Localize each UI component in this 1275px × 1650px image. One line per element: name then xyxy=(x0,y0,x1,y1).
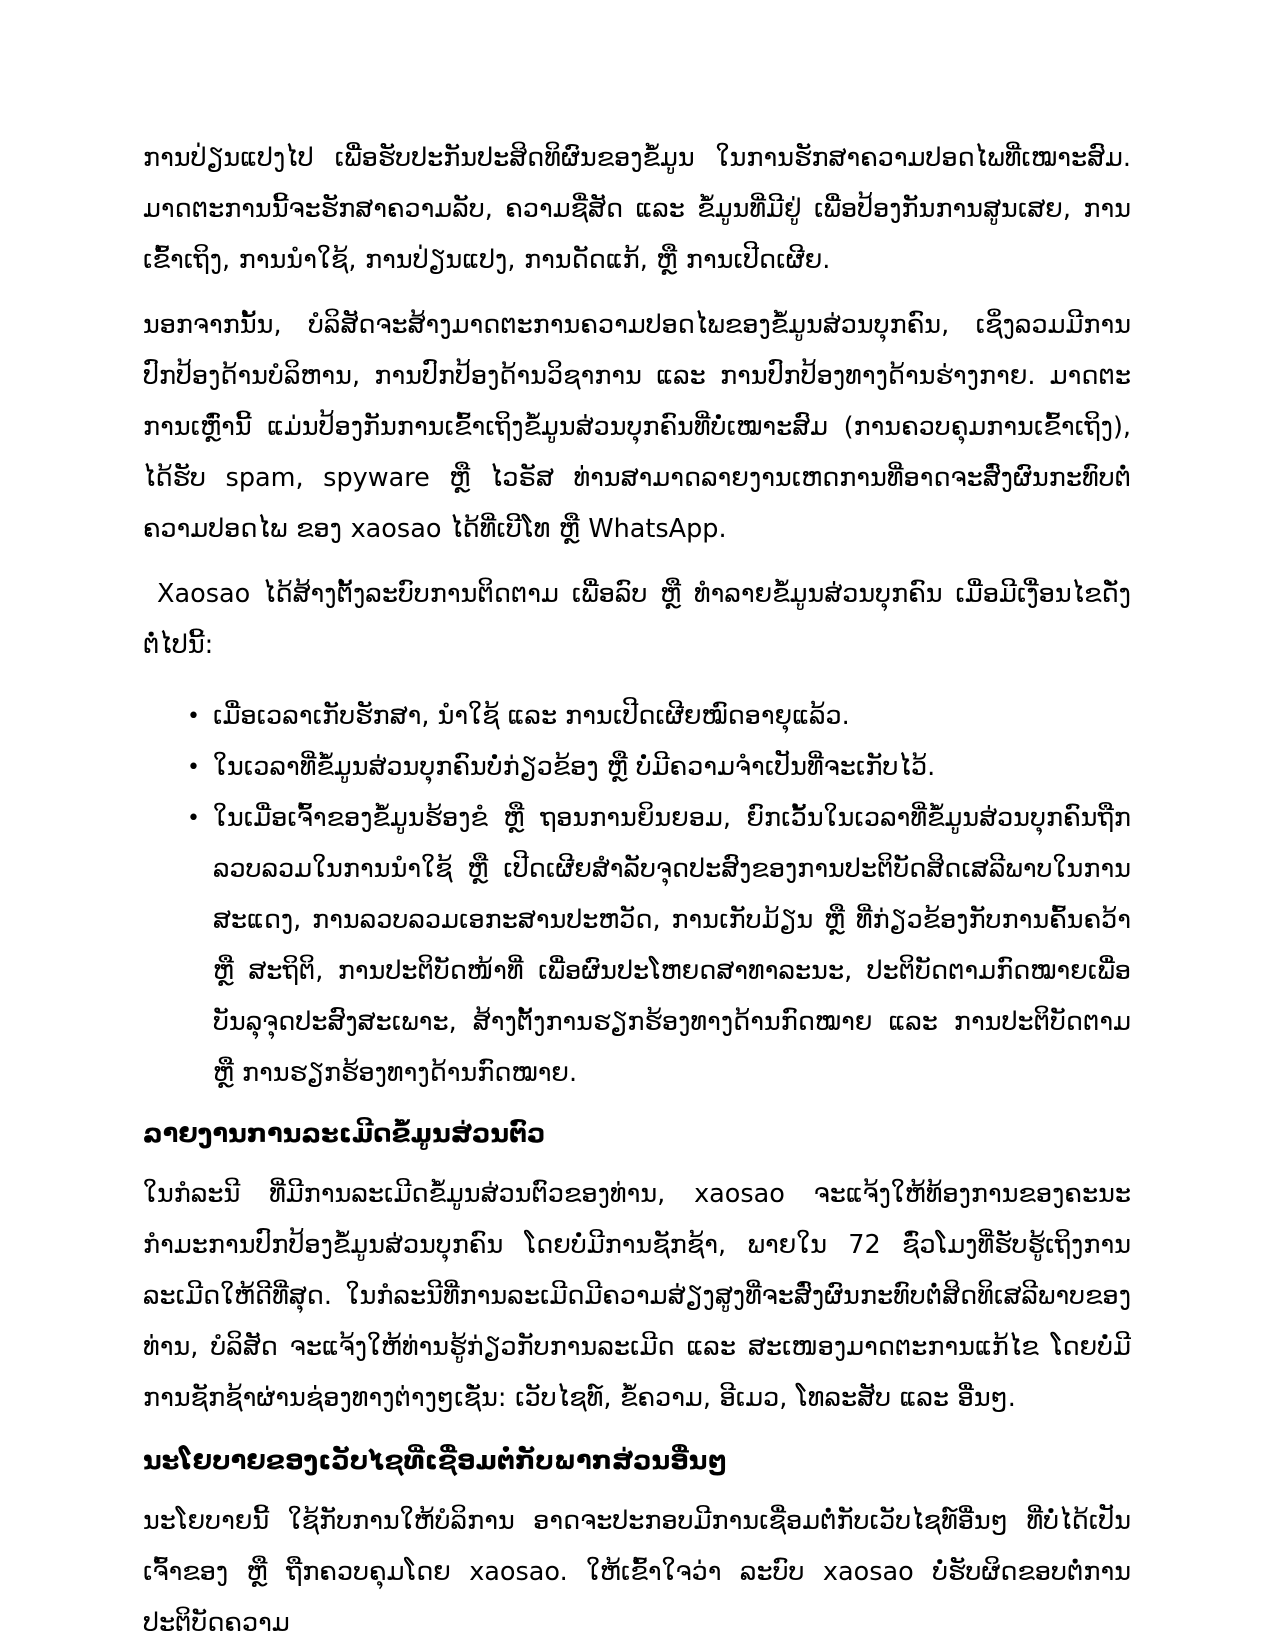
list-item-text: ໃນເມື່ອເຈົ້າຂອງຂໍ້ມູນຮ້ອງຂໍ ຫຼື ຖອນການຍິນຍອມ, ຍົກເວັ້ນໃນເວລາທີ່ຂໍ້ມູນສ່ວນບຸກຄົນຖືກລວບລວມໃນການນຳໃຊ້ ຫຼື ເປີດເຜີຍສຳລັບຈຸດປະສົງຂອງການປະຕິບັດສິດເສລີພາບໃນການສະແດງ, ການລວບລວມເອກະສານປະຫວັດ, ການເກັບມ້ຽນ ຫຼື ທີ່ກ່ຽວຂ້ອງກັບການຄົ້ນຄວ້າ ຫຼື ສະຖິຕິ, ການປະຕິບັດໜ້າທີ່ ເພື່ອຜົນປະໂຫຍດສາທາລະນະ, ປະຕິບັດຕາມກົດໝາຍເພື່ອບັນລຸຈຸດປະສົງສະເພາະ, ສ້າງຕັ້ງການຮຽກຮ້ອງທາງດ້ານກົດໝາຍ ແລະ ການປະຕິບັດຕາມ ຫຼື ການຮຽກຮ້ອງທາງດ້ານກົດໝາຍ. xyxy=(213,803,1131,1088)
list-item-text: ເມື່ອເວລາເກັບຮັກສາ, ນຳໃຊ້ ແລະ ການເປີດເຜີຍໝົດອາຍຸແລ້ວ. xyxy=(213,701,850,731)
bullet-dot-icon: • xyxy=(187,806,200,831)
conditions-bullet-list xyxy=(143,691,1131,1099)
paragraph-third-party-links: ນະໂຍບາຍນີ້ ໃຊ້ກັບການໃຫ້ບໍລິການ ອາດຈະປະກອບມີການເຊື່ອມຕໍ່ກັບເວັບໄຊທ໌ອື່ນໆ ທີ່ບໍ່ໄດ້ເປັນເຈົ້າຂອງ ຫຼື ຖືກຄວບຄຸມໂດຍ xaosao. ໃຫ້ເຂົ້າໃຈວ່າ ລະບົບ xaosao ບໍ່ຮັບຜິດຂອບຕໍ່ການປະຕິບັດຄວາມ xyxy=(143,1506,1131,1638)
document-body xyxy=(143,133,1131,1649)
paragraph-breach-notification: ໃນກໍລະນີ ທີ່ມີການລະເມີດຂໍ້ມູນສ່ວນຕົວຂອງທ່ານ, xaosao ຈະແຈ້ງໃຫ້ທ້ອງການຂອງຄະນະກຳມະການປົກປ້ອງຂໍ້ມູນສ່ວນບຸກຄົນ ໂດຍບໍ່ມີການຊັກຊ້າ, ພາຍໃນ 72 ຊົ່ວໂມງທີ່ຮັບຮູ້ເຖິງການລະເມີດໃຫ້ດີທີ່ສຸດ. ໃນກໍລະນີທີ່ການລະເມີດມີຄວາມສ່ຽງສູງທີ່ຈະສົ່ງຜົນກະທົບຕໍ່ສິດທິເສລີພາບຂອງທ່ານ, ບໍລິສັດ ຈະແຈ້ງໃຫ້ທ່ານຮູ້ກ່ຽວກັບການລະເມີດ ແລະ ສະເໜອງມາດຕະການແກ້ໄຂ ໂດຍບໍ່ມີການຊັກຊ້າຜ່ານຊ່ອງທາງຕ່າງໆເຊັ່ນ: ເວັບໄຊທ໌, ຂໍ້ຄວາມ, ອີເມວ, ໂທລະສັບ ແລະ ອື່ນໆ. xyxy=(143,1179,1131,1413)
list-item xyxy=(143,742,1131,793)
paragraph-company-safeguards: ນອກຈາກນັ້ນ, ບໍລິສັດຈະສ້າງມາດຕະການຄວາມປອດໄພຂອງຂໍ້ມູນສ່ວນບຸກຄົນ, ເຊິ່ງລວມມີການປົກປ້ອງດ້ານບໍລິຫານ, ການປົກປ້ອງດ້ານວິຊາການ ແລະ ການປົກປ້ອງທາງດ້ານຮ່າງກາຍ. ມາດຕະການເຫຼົ່ານີ້ ແມ່ນປ້ອງກັນການເຂົ້າເຖິງຂໍ້ມູນສ່ວນບຸກຄົນທີ່ບໍ່ເໝາະສົມ (ການຄວບຄຸມການເຂົ້າເຖິງ), ໄດ້ຮັບ spam, spyware ຫຼື ໄວຣັສ ທ່ານສາມາດລາຍງານເຫດການທີ່ອາດຈະສົ່ງຜົນກະທົບຕໍ່ຄວາມປອດໄພ ຂອງ xaosao ໄດ້ທີ່ເບີໂທ ຫຼື WhatsApp. xyxy=(143,310,1131,544)
paragraph-xaosao-monitoring-system: Xaosao ໄດ້ສ້າງຕັ້ງລະບົບການຕິດຕາມ ເພື່ອລົບ ຫຼື ທຳລາຍຂໍ້ມູນສ່ວນບຸກຄົນ ເມື່ອມີເງື່ອນໄຂດັ່ງຕໍ່ໄປນີ້: xyxy=(143,579,1131,660)
bullet-dot-icon: • xyxy=(187,755,200,780)
section-heading-third-party-sites: ນະໂຍບາຍຂອງເວັບໄຊທີ່ເຊື່ອມຕໍ່ກັບພາກສ່ວນອື່ນໆ xyxy=(143,1446,727,1476)
bullet-dot-icon: • xyxy=(187,704,200,729)
section-heading-data-breach-report: ລາຍງານການລະເມີດຂໍ້ມູນສ່ວນຕົວ xyxy=(143,1119,546,1149)
list-item-text: ໃນເວລາທີ່ຂໍ້ມູນສ່ວນບຸກຄົນບໍ່ກ່ຽວຂ້ອງ ຫຼື ບໍ່ມີຄວາມຈຳເປັນທີ່ຈະເກັບໄວ້. xyxy=(213,752,936,782)
list-item xyxy=(143,793,1131,1099)
list-item xyxy=(143,691,1131,742)
paragraph-security-measures: ການປ່ຽນແປງໄປ ເພື່ອຮັບປະກັນປະສິດທິຜົນຂອງຂໍ້ມູນ ໃນການຮັກສາຄວາມປອດໄພທີ່ເໝາະສົມ. ມາດຕະການນີ້ຈະຮັກສາຄວາມລັບ, ຄວາມຊື່ສັດ ແລະ ຂໍ້ມູນທີ່ມີຢູ່ ເພື່ອປ້ອງກັນການສູນເສຍ, ການເຂົ້າເຖິງ, ການນຳໃຊ້, ການປ່ຽນແປງ, ການດັດແກ້, ຫຼື ການເປີດເຜີຍ. xyxy=(143,143,1131,275)
